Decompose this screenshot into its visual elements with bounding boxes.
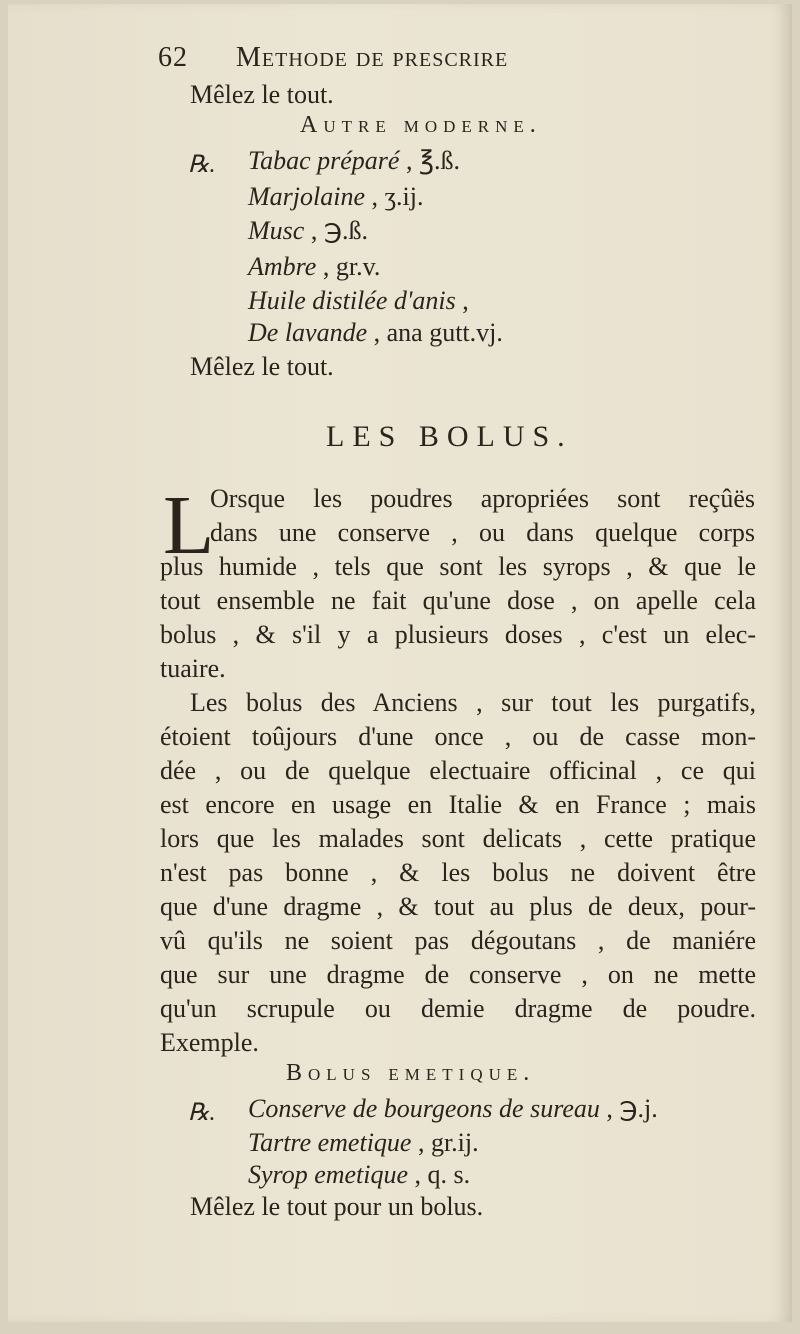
page-number: 62: [158, 42, 188, 73]
drop-cap: L: [163, 479, 215, 572]
paragraph-line: qu'un scrupule ou demie dragme de poudre.: [160, 994, 756, 1023]
recipe-symbol: ℞.: [188, 1100, 216, 1126]
paragraph-line: dans une conserve , ou dans quelque corps: [210, 518, 755, 547]
recipe-item: De lavande , ana gutt.vj.: [248, 318, 503, 347]
recipe-symbol: ℞.: [188, 152, 216, 178]
recipe-item: Syrop emetique , q. s.: [248, 1160, 471, 1189]
chapter-title: LES BOLUS.: [326, 420, 573, 453]
running-title: Methode de prescrire: [236, 42, 509, 73]
book-page: [8, 4, 792, 1322]
paragraph-line: n'est pas bonne , & les bolus ne doivent être: [160, 858, 756, 887]
paragraph-line: Exemple.: [160, 1028, 259, 1057]
recipe-item: Tabac préparé , ℥.ß.: [248, 146, 460, 175]
paragraph-line: étoient toûjours d'une once , ou de casse mon-: [160, 722, 756, 751]
recipe-item: Huile distilée d'anis ,: [248, 286, 469, 315]
section2-title: Bolus emetique.: [286, 1060, 536, 1086]
recipe-item: Musc , ℈.ß.: [248, 216, 368, 245]
paragraph-line: plus humide , tels que sont les syrops , & que le: [160, 552, 756, 581]
top-mix-line: Mêlez le tout.: [190, 80, 334, 109]
paragraph-line: Les bolus des Anciens , sur tout les purgatifs,: [190, 688, 756, 717]
running-header: [158, 42, 508, 74]
section1-mix-line: Mêlez le tout.: [190, 352, 334, 381]
paragraph-line: tout ensemble ne fait qu'une dose , on apelle cela: [160, 586, 756, 615]
paragraph-line: tuaire.: [160, 654, 226, 683]
section2-mix-line: Mêlez le tout pour un bolus.: [190, 1192, 484, 1221]
paragraph-line: lors que les malades sont delicats , cette pratique: [160, 824, 756, 853]
paragraph-line: Orsque les poudres apropriées sont reçûës: [210, 484, 755, 513]
recipe-item: Ambre , gr.v.: [248, 252, 381, 281]
section1-title: Autre moderne.: [300, 112, 542, 138]
paragraph-line: que d'une dragme , & tout au plus de deux, pour-: [160, 892, 756, 921]
paragraph-line: vû qu'ils ne soient pas dégoutans , de maniére: [160, 926, 756, 955]
recipe-item: Tartre emetique , gr.ij.: [248, 1128, 479, 1157]
recipe-item: Marjolaine , ʒ.ij.: [248, 182, 424, 211]
paragraph-line: que sur une dragme de conserve , on ne mette: [160, 960, 756, 989]
recipe-item: Conserve de bourgeons de sureau , ℈.j.: [248, 1094, 658, 1123]
paragraph-line: est encore en usage en Italie & en France ; mais: [160, 790, 756, 819]
paragraph-line: dée , ou de quelque electuaire officinal , ce qui: [160, 756, 756, 785]
paragraph-line: bolus , & s'il y a plusieurs doses , c'est un elec-: [160, 620, 756, 649]
